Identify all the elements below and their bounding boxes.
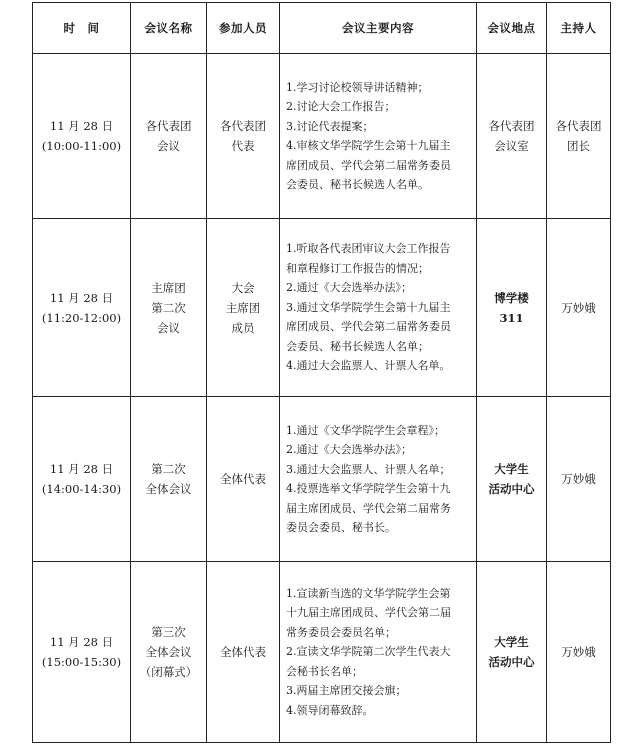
time-range-text: (11:20-12:00) bbox=[41, 310, 122, 325]
content-cell bbox=[280, 219, 477, 397]
meeting-name-line: 第三次 bbox=[151, 625, 186, 639]
participants-line: 各代表团 bbox=[220, 119, 266, 133]
location-line: 311 bbox=[499, 310, 524, 325]
location-cell bbox=[477, 397, 547, 562]
content-line: 1.学习讨论校领导讲话精神； bbox=[286, 80, 429, 94]
meeting-name-line: 主席团 bbox=[151, 280, 186, 295]
location-line: 大学生 bbox=[494, 462, 529, 476]
location-line: 博学楼 bbox=[494, 290, 529, 305]
content-line: 和章程修订工作报告的情况； bbox=[286, 261, 429, 275]
participants-cell bbox=[207, 397, 280, 562]
date-text: 11 月 28 日 bbox=[49, 119, 114, 133]
content-line: 1.听取各代表团审议大会工作报告 bbox=[286, 242, 451, 256]
content-line: 3.讨论代表提案； bbox=[286, 119, 374, 133]
content-cell bbox=[280, 54, 477, 219]
content-line: 2.宣读文华学院第二次学生代表大 bbox=[286, 645, 451, 659]
time-range-text: (15:00-15:30) bbox=[41, 655, 122, 669]
host-line: 万妙娥 bbox=[561, 645, 596, 659]
date-text: 11 月 28 日 bbox=[49, 635, 114, 649]
content-line: 委员会委员、秘书长。 bbox=[286, 521, 396, 534]
content-line: 3.通过文华学院学生会第十九届主 bbox=[286, 300, 451, 314]
location-line: 会议室 bbox=[494, 139, 529, 153]
time-range-text: (14:00-14:30) bbox=[41, 482, 122, 496]
content-line: 1.通过《文华学院学生会章程》； bbox=[286, 423, 445, 437]
host-line: 各代表团 bbox=[555, 119, 602, 133]
meeting-name-line: 全体会议 bbox=[145, 482, 192, 496]
time-range-text: (10:00-11:00) bbox=[41, 139, 122, 153]
meeting-name-cell bbox=[131, 562, 207, 743]
header-participants: 参加人员 bbox=[207, 3, 280, 54]
participants-line: 成员 bbox=[231, 320, 255, 335]
time-cell bbox=[33, 562, 131, 743]
content-line: 2.讨论大会工作报告； bbox=[286, 100, 396, 113]
meeting-name-line: 各代表团 bbox=[145, 119, 192, 133]
content-line: 3.两届主席团交接会旗； bbox=[286, 684, 407, 698]
time-cell bbox=[33, 219, 131, 397]
meeting-name-cell bbox=[131, 54, 207, 219]
time-cell bbox=[33, 54, 131, 219]
location-line: 活动中心 bbox=[488, 655, 535, 669]
table-row bbox=[33, 54, 611, 219]
header-host: 主持人 bbox=[547, 3, 611, 54]
location-cell bbox=[477, 219, 547, 397]
meeting-name-cell bbox=[131, 219, 207, 397]
table-row bbox=[33, 562, 611, 743]
content-line: 届主席团成员、学代会第二届常务 bbox=[286, 501, 451, 515]
content-line: 会秘书长名单； bbox=[286, 664, 363, 678]
location-line: 大学生 bbox=[494, 635, 529, 649]
meeting-name-line: 全体会议 bbox=[145, 645, 192, 659]
content-cell bbox=[280, 397, 477, 562]
content-line: 4.投票选举文华学院学生会第十九 bbox=[286, 482, 451, 495]
content-line: 席团成员、学代会第二届常务委员 bbox=[286, 320, 451, 334]
content-line: 会委员、秘书长候选人名单。 bbox=[286, 178, 429, 191]
meeting-name-line: 会议 bbox=[157, 320, 180, 335]
content-cell bbox=[280, 562, 477, 743]
header-location: 会议地点 bbox=[477, 3, 547, 54]
participants-line: 全体代表 bbox=[220, 645, 266, 659]
content-line: 席团成员、学代会第二届常务委员 bbox=[286, 158, 451, 172]
content-line: 4.领导闭幕致辞。 bbox=[286, 703, 374, 717]
date-text: 11 月 28 日 bbox=[49, 462, 114, 476]
meeting-name-line: 会议 bbox=[157, 139, 180, 153]
content-line: 2.通过《大会选举办法》； bbox=[286, 281, 412, 295]
header-content: 会议主要内容 bbox=[280, 3, 477, 54]
header-time: 时 间 bbox=[33, 3, 131, 54]
host-line: 万妙娥 bbox=[561, 472, 596, 486]
host-cell bbox=[547, 219, 611, 397]
table-row bbox=[33, 397, 611, 562]
host-cell bbox=[547, 562, 611, 743]
host-line: 万妙娥 bbox=[561, 300, 596, 315]
meeting-name-line: 第二次 bbox=[151, 462, 186, 476]
host-cell bbox=[547, 54, 611, 219]
content-line: 4.通过大会监票人、计票人名单。 bbox=[286, 359, 451, 373]
participants-cell bbox=[207, 219, 280, 397]
time-cell bbox=[33, 397, 131, 562]
participants-line: 大会 bbox=[231, 280, 255, 295]
location-cell bbox=[477, 562, 547, 743]
content-line: 常务委员会委员名单； bbox=[286, 625, 396, 639]
header-row bbox=[33, 3, 611, 54]
participants-cell bbox=[207, 54, 280, 219]
meeting-name-cell bbox=[131, 397, 207, 562]
table-row bbox=[33, 219, 611, 397]
host-line: 团长 bbox=[567, 139, 590, 153]
content-line: 2.通过《大会选举办法》； bbox=[286, 443, 412, 456]
content-line: 十九届主席团成员、学代会第二届 bbox=[286, 606, 451, 620]
date-text: 11 月 28 日 bbox=[49, 290, 114, 305]
participants-line: 主席团 bbox=[225, 300, 261, 315]
content-line: 1.宣读新当选的文华学院学生会第 bbox=[286, 586, 451, 600]
host-cell bbox=[547, 397, 611, 562]
participants-line: 代表 bbox=[231, 139, 255, 153]
content-line: 4.审核文华学院学生会第十九届主 bbox=[286, 139, 451, 152]
meeting-schedule-table bbox=[32, 2, 611, 743]
content-line: 会委员、秘书长候选人名单； bbox=[286, 339, 429, 353]
header-meeting-name: 会议名称 bbox=[131, 3, 207, 54]
content-line: 3.通过大会监票人、计票人名单； bbox=[286, 462, 451, 476]
meeting-name-line: （闭幕式） bbox=[139, 665, 198, 679]
location-line: 各代表团 bbox=[488, 119, 535, 133]
participants-line: 全体代表 bbox=[220, 472, 266, 486]
participants-cell bbox=[207, 562, 280, 743]
meeting-name-line: 第二次 bbox=[151, 300, 186, 315]
location-cell bbox=[477, 54, 547, 219]
location-line: 活动中心 bbox=[488, 482, 535, 496]
